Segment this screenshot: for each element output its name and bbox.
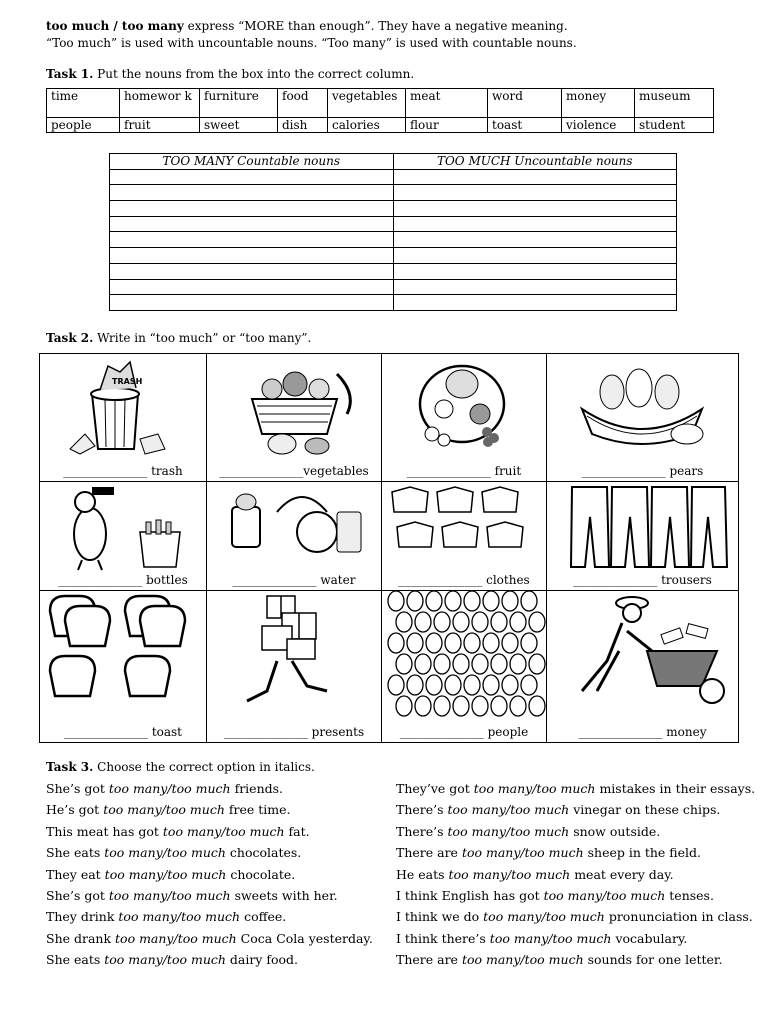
task3-sentence xyxy=(396,953,723,967)
noun-cell: flour xyxy=(406,118,488,133)
task2-heading xyxy=(46,331,311,345)
countable-answer-cell[interactable] xyxy=(110,279,394,295)
picture-grid xyxy=(39,353,739,743)
pears-basket-icon xyxy=(547,354,738,461)
noun-box xyxy=(46,88,714,133)
noun-cell: sweet xyxy=(200,118,278,133)
noun-cell: meat xyxy=(406,89,488,118)
choice-option[interactable]: too many/too much xyxy=(104,952,226,968)
choice-option[interactable]: too many/too much xyxy=(162,823,285,839)
picture-cell xyxy=(39,353,207,482)
person-face xyxy=(464,675,480,695)
person-face xyxy=(426,633,442,653)
picture-cell xyxy=(546,481,739,591)
uncountable-answer-cell[interactable] xyxy=(393,169,677,185)
trash-can-icon xyxy=(40,354,206,461)
sentence-end: coffee. xyxy=(240,909,287,925)
noun-row xyxy=(47,89,714,118)
countable-header: TOO MANY Countable nouns xyxy=(110,154,394,170)
answer-blank[interactable]: ______________ xyxy=(573,573,658,587)
choice-option[interactable]: too many/too much xyxy=(104,845,226,861)
person-face xyxy=(521,591,537,611)
answer-blank[interactable]: ______________ xyxy=(398,573,483,587)
sentence-start: She eats xyxy=(46,952,105,968)
sentence-end: chocolate. xyxy=(226,866,296,882)
choice-option[interactable]: too many/too much xyxy=(104,866,227,882)
uncountable-answer-cell[interactable] xyxy=(393,248,677,264)
answer-row xyxy=(110,185,677,201)
task3-sentence xyxy=(46,846,301,860)
answer-blank[interactable]: ______________ xyxy=(399,725,484,739)
caption-word: money xyxy=(666,725,707,739)
sentence-end: free time. xyxy=(224,802,291,818)
person-face xyxy=(396,654,412,674)
intro-line-1 xyxy=(46,19,568,33)
uncountable-answer-cell[interactable] xyxy=(393,201,677,217)
noun-cell: fruit xyxy=(120,118,200,133)
caption-word: bottles xyxy=(146,573,188,587)
uncountable-header: TOO MUCH Uncountable nouns xyxy=(393,154,677,170)
choice-option[interactable]: too many/too much xyxy=(447,802,570,818)
person-face xyxy=(445,591,461,611)
choice-option[interactable]: too many/too much xyxy=(108,888,231,903)
person-face xyxy=(510,654,526,674)
caption-word: pears xyxy=(669,464,704,478)
man-wheelbarrow-money-icon xyxy=(547,591,738,722)
task3-sentence xyxy=(46,803,290,817)
uncountable-answer-cell[interactable] xyxy=(393,295,677,311)
svg-text:TRASH: TRASH xyxy=(112,377,143,386)
sentence-start: They drink xyxy=(46,909,119,925)
sentence-end: chocolates. xyxy=(225,845,302,861)
toast-icon xyxy=(40,591,206,722)
person-face xyxy=(510,612,526,632)
caption-word: people xyxy=(487,725,529,739)
crowd-of-people-icon xyxy=(382,591,546,722)
noun-cell: furniture xyxy=(200,89,278,118)
task3-sentence xyxy=(46,932,373,946)
task3-sentence xyxy=(46,825,310,839)
caption xyxy=(547,464,738,478)
sentence-start: There’s xyxy=(396,823,448,839)
choice-option[interactable]: too many/too much xyxy=(108,781,231,796)
caption-word: trash xyxy=(151,464,183,478)
noun-cell: homewor k xyxy=(120,89,200,118)
picture-cell xyxy=(546,590,739,743)
person-face xyxy=(396,612,412,632)
person-face xyxy=(426,675,442,695)
uncountable-answer-cell[interactable] xyxy=(393,232,677,248)
answer-row xyxy=(110,232,677,248)
task1-instruction: Put the nouns from the box into the correct column. xyxy=(93,67,415,81)
sentence-start: He’s got xyxy=(46,802,104,818)
person-face xyxy=(407,591,423,611)
caption xyxy=(547,725,738,739)
answer-blank[interactable]: ______________ xyxy=(219,464,304,478)
person-face xyxy=(407,675,423,695)
answer-row xyxy=(110,169,677,185)
person-face xyxy=(453,696,469,716)
person-face xyxy=(472,612,488,632)
person-face xyxy=(453,654,469,674)
countable-answer-cell[interactable] xyxy=(110,263,394,279)
answer-blank[interactable]: ______________ xyxy=(232,573,317,587)
person-face xyxy=(445,675,461,695)
person-face xyxy=(521,633,537,653)
caption xyxy=(547,573,738,587)
person-face xyxy=(415,654,431,674)
task3-sentence xyxy=(396,825,660,839)
picture-cell xyxy=(381,353,547,482)
picture-cell xyxy=(381,590,547,743)
person-face xyxy=(388,675,404,695)
picture-cell xyxy=(39,590,207,743)
caption xyxy=(40,464,206,478)
choice-option[interactable]: too many/too much xyxy=(115,930,237,946)
noun-cell: time xyxy=(47,89,120,118)
person-face xyxy=(434,654,450,674)
answer-blank[interactable]: ______________ xyxy=(63,725,148,739)
picture-cell xyxy=(206,590,382,743)
person-carrying-presents-icon xyxy=(207,591,381,722)
task3-sentence xyxy=(46,889,338,903)
picture-cell xyxy=(206,481,382,591)
answer-blank[interactable]: ______________ xyxy=(578,725,663,739)
picture-cell xyxy=(381,481,547,591)
task2-label: Task 2. xyxy=(46,331,94,345)
person-face xyxy=(445,633,461,653)
sentence-start: I think there’s xyxy=(396,930,490,946)
noun-cell: people xyxy=(47,118,120,133)
intro-title: too much / too many xyxy=(46,19,184,33)
task1-heading xyxy=(46,67,414,81)
picture-cell xyxy=(546,353,739,482)
caption-word: water xyxy=(320,573,356,587)
sentence-start: She drank xyxy=(46,930,116,946)
answer-blank[interactable]: ______________ xyxy=(63,464,148,478)
person-face xyxy=(491,696,507,716)
uncountable-answer-cell[interactable] xyxy=(393,185,677,201)
person-face xyxy=(388,591,404,611)
task3-sentence xyxy=(46,868,295,882)
person-face xyxy=(434,612,450,632)
countable-answer-cell[interactable] xyxy=(110,216,394,232)
choice-option[interactable]: too many/too much xyxy=(461,952,584,968)
answer-blank[interactable]: ______________ xyxy=(406,464,491,478)
person-face xyxy=(453,612,469,632)
person-face xyxy=(415,696,431,716)
task3-sentence xyxy=(396,803,720,817)
fruit-bowl-icon xyxy=(382,354,546,461)
sentence-start: He eats xyxy=(396,866,449,882)
countable-answer-cell[interactable] xyxy=(110,169,394,185)
sentence-end: fat. xyxy=(284,823,310,839)
person-face xyxy=(483,591,499,611)
countable-answer-cell[interactable] xyxy=(110,232,394,248)
task2-instruction: Write in “too much” or “too many”. xyxy=(93,331,312,345)
sentence-end: meat every day. xyxy=(570,866,674,882)
clothes-icon xyxy=(382,482,546,570)
noun-cell: money xyxy=(562,89,635,118)
sentence-start: She eats xyxy=(46,845,105,861)
sentence-end: dairy food. xyxy=(225,952,299,968)
task3-sentence xyxy=(46,910,286,924)
choice-option[interactable]: too many/too much xyxy=(483,909,605,925)
sentence-end: vocabulary. xyxy=(611,930,688,946)
task3-sentence xyxy=(396,846,701,860)
noun-row xyxy=(47,118,714,133)
caption-word: toast xyxy=(151,725,182,739)
sentence-start: There are xyxy=(396,952,462,968)
caption-word: vegetables xyxy=(303,464,369,478)
noun-cell: word xyxy=(488,89,562,118)
person-face xyxy=(502,675,518,695)
person-face xyxy=(434,696,450,716)
sentence-start: They’ve got xyxy=(396,781,474,796)
task3-sentence xyxy=(46,782,283,796)
person-drinking-bottles-icon xyxy=(40,482,206,570)
sentence-start: They eat xyxy=(46,866,105,882)
task3-sentence xyxy=(396,932,687,946)
answer-row xyxy=(110,279,677,295)
trousers-icon xyxy=(547,482,738,570)
countable-answer-cell[interactable] xyxy=(110,185,394,201)
noun-cell: food xyxy=(278,89,328,118)
intro-line-1-text: express “MORE than enough”. They have a negative meaning. xyxy=(183,19,568,33)
uncountable-answer-cell[interactable] xyxy=(393,263,677,279)
caption xyxy=(207,725,381,739)
answer-blank[interactable]: ______________ xyxy=(581,464,666,478)
task3-sentence xyxy=(396,910,753,924)
person-face xyxy=(464,591,480,611)
caption-word: clothes xyxy=(486,573,530,587)
sentence-end: sweets with her. xyxy=(230,888,338,903)
task3-instruction: Choose the correct option in italics. xyxy=(93,760,315,774)
sentence-start: This meat has got xyxy=(46,823,163,839)
person-face xyxy=(472,654,488,674)
answer-row xyxy=(110,263,677,279)
sentence-start: I think we do xyxy=(396,909,484,925)
person-face xyxy=(502,591,518,611)
task3-heading xyxy=(46,760,315,774)
task1-label: Task 1. xyxy=(46,67,94,81)
answer-blank[interactable]: ______________ xyxy=(58,573,143,587)
caption xyxy=(382,464,546,478)
person-face xyxy=(415,612,431,632)
choice-option[interactable]: too many/too much xyxy=(448,866,571,882)
answer-row xyxy=(110,216,677,232)
intro-line-2: “Too much” is used with uncountable nouns. “Too many” is used with countable nouns. xyxy=(46,36,577,50)
caption-word: fruit xyxy=(494,464,522,478)
countable-answer-cell[interactable] xyxy=(110,295,394,311)
sentence-start: There’s xyxy=(396,802,448,818)
noun-cell: vegetables xyxy=(328,89,406,118)
caption xyxy=(207,464,381,478)
sentence-end: Coca Cola yesterday. xyxy=(236,930,373,946)
person-face xyxy=(396,696,412,716)
sentence-start: I think English has got xyxy=(396,888,544,903)
sentence-start: She’s got xyxy=(46,781,109,796)
sentence-end: mistakes in their essays. xyxy=(595,781,756,796)
noun-cell: student xyxy=(635,118,714,133)
person-face xyxy=(464,633,480,653)
task3-sentence xyxy=(396,889,714,903)
answer-row xyxy=(110,248,677,264)
choice-option[interactable]: too many/too much xyxy=(447,823,570,839)
choice-option[interactable]: too many/too much xyxy=(543,888,666,903)
picture-cell xyxy=(39,481,207,591)
noun-cell: toast xyxy=(488,118,562,133)
person-face xyxy=(529,696,545,716)
person-face xyxy=(407,633,423,653)
sentence-end: sheep in the field. xyxy=(583,845,702,861)
caption-word: trousers xyxy=(661,573,712,587)
choice-option[interactable]: too many/too much xyxy=(103,802,225,818)
person-face xyxy=(521,675,537,695)
caption xyxy=(40,725,206,739)
person-face xyxy=(491,654,507,674)
choice-option[interactable]: too many/too much xyxy=(461,845,584,861)
person-face xyxy=(502,633,518,653)
person-face xyxy=(472,696,488,716)
caption-word: presents xyxy=(311,725,365,739)
task3-sentence xyxy=(396,868,674,882)
picture-cell xyxy=(206,353,382,482)
task3-sentence xyxy=(46,953,298,967)
noun-cell: museum xyxy=(635,89,714,118)
vegetables-icon xyxy=(207,354,381,461)
task3-label: Task 3. xyxy=(46,760,94,774)
person-face xyxy=(426,591,442,611)
caption xyxy=(382,573,546,587)
noun-cell: calories xyxy=(328,118,406,133)
sentence-end: tenses. xyxy=(665,888,714,903)
choice-option[interactable]: too many/too much xyxy=(473,781,596,796)
water-cooler-icon xyxy=(207,482,381,570)
sentence-end: friends. xyxy=(230,781,284,796)
choice-option[interactable]: too many/too much xyxy=(489,930,612,946)
uncountable-answer-cell[interactable] xyxy=(393,279,677,295)
answer-blank[interactable]: ______________ xyxy=(223,725,308,739)
choice-option[interactable]: too many/too much xyxy=(118,909,241,925)
countable-answer-cell[interactable] xyxy=(110,201,394,217)
sentence-end: snow outside. xyxy=(569,823,661,839)
caption xyxy=(382,725,546,739)
caption xyxy=(40,573,206,587)
countable-answer-cell[interactable] xyxy=(110,248,394,264)
sentence-end: sounds for one letter. xyxy=(583,952,723,968)
uncountable-answer-cell[interactable] xyxy=(393,216,677,232)
sentence-end: pronunciation in class. xyxy=(604,909,753,925)
person-face xyxy=(388,633,404,653)
sentence-start: There are xyxy=(396,845,462,861)
person-face xyxy=(491,612,507,632)
sentence-start: She’s got xyxy=(46,888,109,903)
noun-columns-table xyxy=(109,153,677,311)
person-face xyxy=(510,696,526,716)
person-face xyxy=(483,675,499,695)
person-face xyxy=(483,633,499,653)
answer-row xyxy=(110,201,677,217)
sentence-end: vinegar on these chips. xyxy=(569,802,721,818)
noun-cell: dish xyxy=(278,118,328,133)
person-face xyxy=(529,654,545,674)
answer-row xyxy=(110,295,677,311)
noun-cell: violence xyxy=(562,118,635,133)
person-face xyxy=(529,612,545,632)
task3-sentence xyxy=(396,782,755,796)
caption xyxy=(207,573,381,587)
